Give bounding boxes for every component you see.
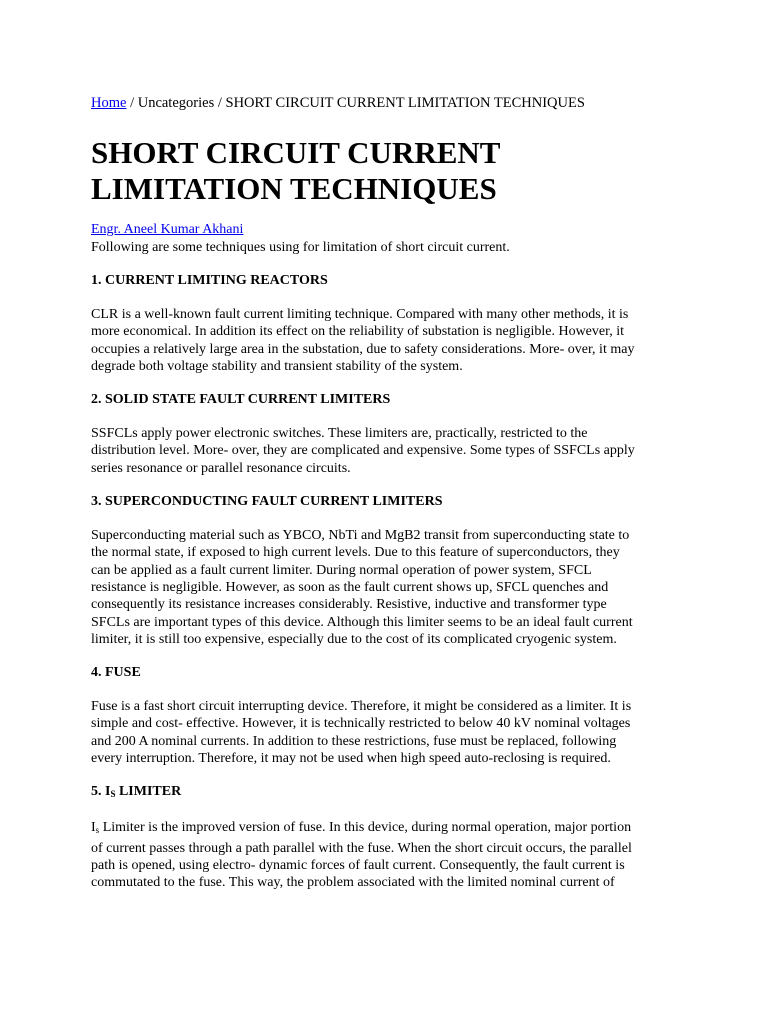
body-line: of current passes through a path parallel with the fuse. When the short circuit occurs, the parallel (91, 840, 632, 856)
author-link[interactable]: Engr. Aneel Kumar Akhani (91, 222, 244, 237)
article-page (91, 93, 691, 892)
breadcrumb (91, 93, 691, 113)
body-line: path is opened, using electro- dynamic forces of fault current. Consequently, the fault current is (91, 857, 625, 873)
body-line: limiter, it is still too expensive, especially due to the cost of its complicated cryogenic system. (91, 631, 617, 647)
body-line: series resonance or parallel resonance circuits. (91, 460, 351, 476)
body-line: distribution level. More- over, they are complicated and expensive. Some types of SSFCLs apply (91, 443, 635, 459)
body-line-prefix: I (91, 820, 96, 836)
body-line: commutated to the fuse. This way, the problem associated with the limited nominal current of (91, 875, 615, 891)
body-line: SSFCLs apply power electronic switches. These limiters are, practically, restricted to the (91, 426, 588, 442)
breadcrumb-category: Uncategories (137, 95, 215, 111)
section-body-solid-state-limiters (91, 425, 691, 477)
body-line: and 200 A nominal currents. In addition to these restrictions, fuse must be replaced, following (91, 733, 617, 749)
heading-subscript: S (110, 789, 116, 800)
body-line: more economical. In addition its effect on the reliability of substation is negligible. However, it (91, 324, 624, 340)
section-body-is-limiter (91, 819, 691, 891)
section-heading-is-limiter (91, 783, 691, 803)
section-heading-solid-state-limiters: 2. SOLID STATE FAULT CURRENT LIMITERS (91, 392, 391, 408)
section-heading-superconducting-limiters: 3. SUPERCONDUCTING FAULT CURRENT LIMITERS (91, 494, 443, 510)
body-line: degrade both voltage stability and transient stability of the system. (91, 358, 463, 374)
intro-text: Following are some techniques using for limitation of short circuit current. (91, 240, 510, 255)
body-line: resistance is negligible. However, as soon as the fault current shows up, SFCL quenches and (91, 579, 609, 595)
body-line: consequently its resistance increases considerably. Resistive, inductive and transformer type (91, 597, 607, 613)
page-title (91, 135, 691, 207)
body-line: the normal state, if exposed to high current levels. Due to this feature of superconductors, they (91, 545, 620, 561)
breadcrumb-current: SHORT CIRCUIT CURRENT LIMITATION TECHNIQUES (225, 95, 585, 111)
body-line: simple and cost- effective. However, it is technically restricted to below 40 kV nominal voltages (91, 716, 631, 732)
section-body-superconducting-limiters (91, 527, 691, 648)
heading-part: LIMITER (115, 784, 182, 800)
body-line: occupies a relatively large area in the substation, due to safety considerations. More- over, it may (91, 341, 635, 357)
heading-part: 5. I (91, 784, 111, 800)
body-subscript: s (95, 825, 100, 836)
page-title-line-1: SHORT CIRCUIT CURRENT (91, 135, 501, 170)
body-line: can be applied as a fault current limiter. During normal operation of power system, SFCL (91, 562, 592, 578)
body-line: SFCLs are important types of this device. Although this limiter seems to be an ideal fault current (91, 614, 633, 630)
body-line: Fuse is a fast short circuit interrupting device. Therefore, it might be considered as a limiter. It is (91, 699, 632, 715)
body-line: Superconducting material such as YBCO, NbTi and MgB2 transit from superconducting state to (91, 528, 630, 544)
section-heading-current-limiting-reactors: 1. CURRENT LIMITING REACTORS (91, 273, 328, 288)
section-body-current-limiting-reactors (91, 306, 691, 375)
page-title-line-2: LIMITATION TECHNIQUES (91, 171, 497, 206)
section-heading-fuse: 4. FUSE (91, 665, 141, 681)
breadcrumb-home-link[interactable]: Home (91, 95, 127, 111)
body-line: Limiter is the improved version of fuse. In this device, during normal operation, major portion (99, 820, 632, 836)
section-body-fuse (91, 698, 691, 767)
breadcrumb-separator: / (214, 95, 226, 111)
body-line: CLR is a well-known fault current limiting technique. Compared with many other methods, it is (91, 307, 629, 322)
breadcrumb-separator: / (126, 95, 138, 111)
body-line: every interruption. Therefore, it may not be used when high speed auto-reclosing is required. (91, 751, 611, 767)
